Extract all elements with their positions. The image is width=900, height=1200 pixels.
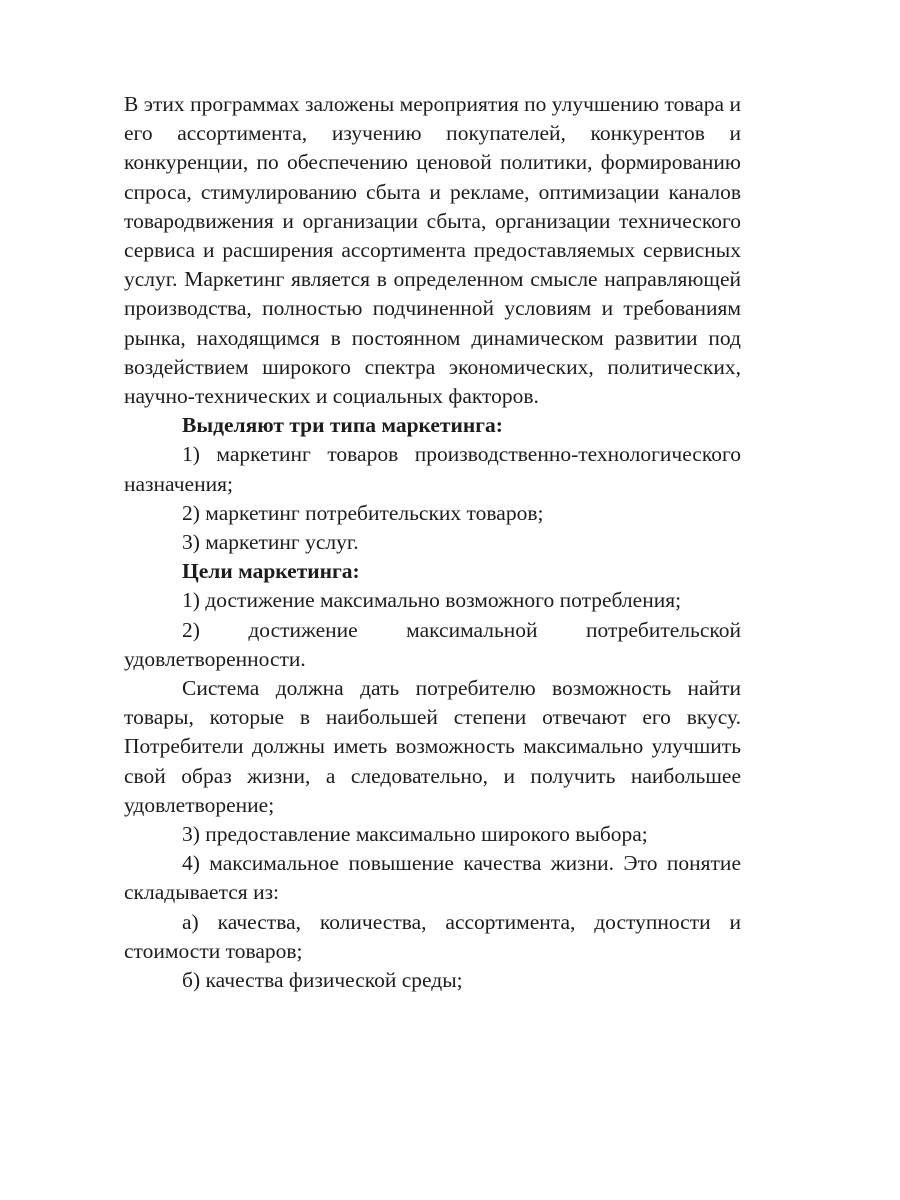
list-item-sub-b: б) качества физической среды; <box>182 968 463 993</box>
paragraph-intro: В этих программах заложены мероприятия по улучшению товара и его ассортимента, изучению покупателей, конкурентов и конкуренции, по обеспечению ценовой политики, формированию спроса, стимулированию сбыта и рекламе, оптимизации каналов товародвижения и организации сбыта, организации технического сервиса и расширения ассортимента предоставляемых сервисных услуг. Маркетинг является в определенном смысле направляющей производства, полностью подчиненной условиям и требованиям рынка, находящимся в постоянном динамическом развитии под воздействием широкого спектра экономических, политических, научно-технических и социальных факторов. <box>124 92 741 409</box>
list-item-goal-2: 2) достижение максимальной потребительской удовлетворенности. <box>124 617 741 671</box>
list-item-type-1-text: 1) маркетинг товаров производственно-технологического назначения; <box>124 442 741 496</box>
heading-marketing-types: Выделяют три типа маркетинга: <box>182 413 503 438</box>
list-item-sub-a: а) качества, количества, ассортимента, доступности и стоимости товаров; <box>124 909 741 963</box>
document-page <box>124 90 741 995</box>
list-item-type-2: 2) маркетинг потребительских товаров; <box>182 500 544 525</box>
list-item-type-3: 3) маркетинг услуг. <box>182 530 359 555</box>
list-item-goal-3: 3) предоставление максимально широкого выбора; <box>182 822 648 847</box>
list-item-goal-1: 1) достижение максимально возможного потребления; <box>182 588 682 613</box>
list-item-goal-4: 4) максимальное повышение качества жизни. Это понятие складывается из: <box>124 851 741 905</box>
list-item-type-1 <box>124 440 741 498</box>
heading-marketing-goals: Цели маркетинга: <box>182 559 360 584</box>
paragraph-system: Система должна дать потребителю возможность найти товары, которые в наибольшей степени отвечают его вкусу. Потребители должны иметь возможность максимально улучшить свой образ жизни, а следовательно, и получить наибольшее удовлетворение; <box>124 676 741 817</box>
